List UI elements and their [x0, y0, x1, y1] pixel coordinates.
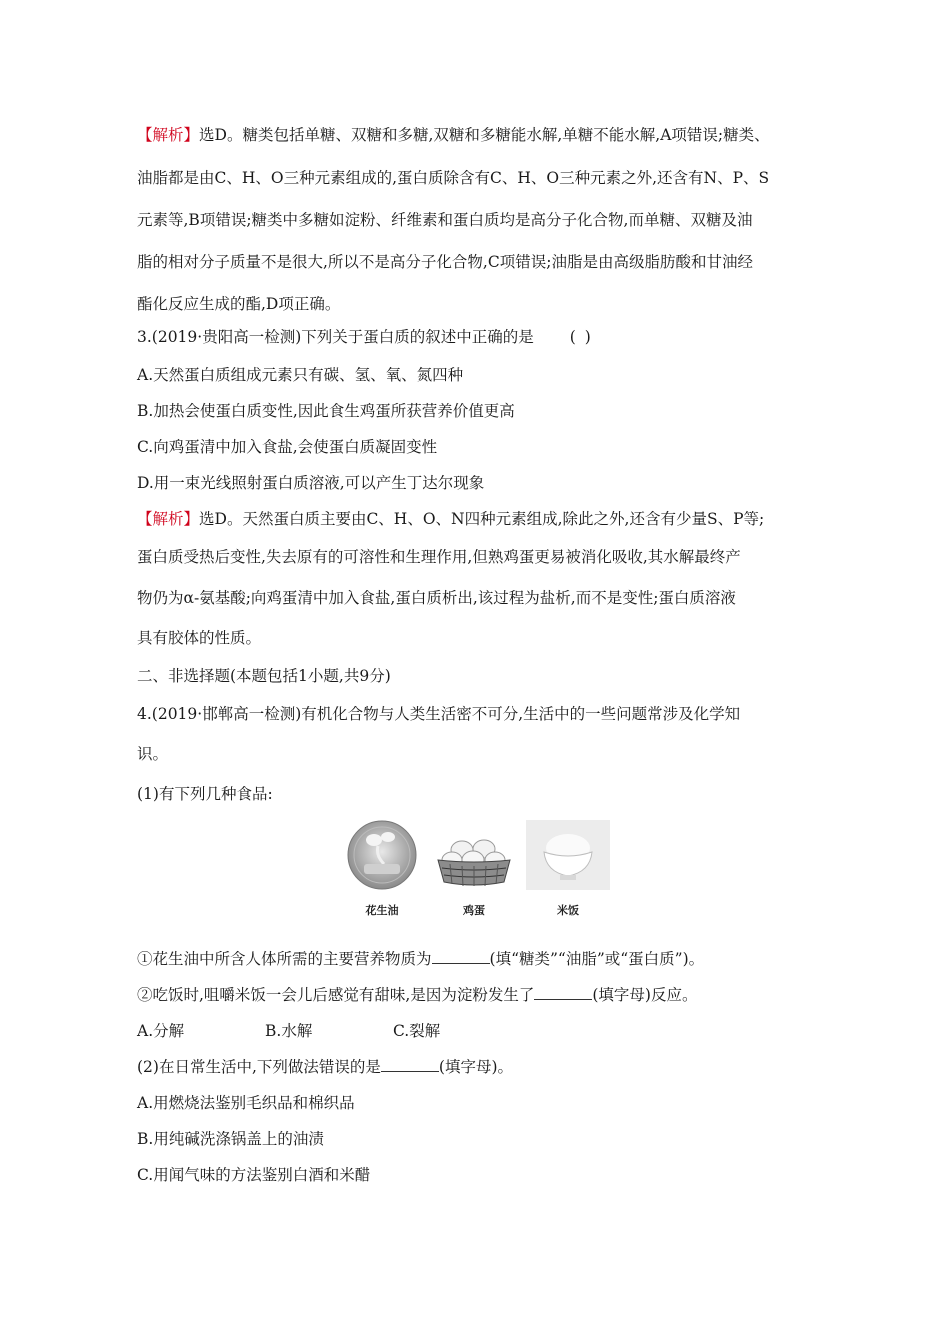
- answer-blank[interactable]: [534, 985, 592, 1000]
- analysis-1-line-5: 酯化反应生成的酯,D项正确。: [137, 295, 341, 313]
- option-a: A.分解: [137, 1022, 185, 1040]
- food-item-rice: [526, 820, 610, 918]
- sub-question-text: ①花生油中所含人体所需的主要营养物质为: [137, 950, 432, 968]
- question-4-part-2: [137, 1056, 513, 1078]
- question-text: 3.(2019·贵阳高一检测)下列关于蛋白质的叙述中正确的是: [137, 328, 534, 346]
- analysis-1-line-2: 油脂都是由C、H、O三种元素组成的,蛋白质除含有C、H、O三种元素之外,还含有N、P、S: [137, 169, 770, 187]
- food-image-row: [340, 820, 620, 920]
- analysis-2-line-1: [137, 508, 764, 530]
- question-3-option-a: A.天然蛋白质组成元素只有碳、氢、氧、氮四种: [137, 366, 464, 384]
- analysis-tag: 【解析】: [137, 510, 200, 528]
- question-4-part-2-option-a: A.用燃烧法鉴别毛织品和棉织品: [137, 1094, 355, 1112]
- question-4-part-2-option-c: C.用闻气味的方法鉴别白酒和米醋: [137, 1166, 371, 1184]
- analysis-text: 选D。糖类包括单糖、双糖和多糖,双糖和多糖能水解,单糖不能水解,A项错误;糖类、: [199, 126, 770, 144]
- question-4-stem-line-1: 4.(2019·邯郸高一检测)有机化合物与人类生活密不可分,生活中的一些问题常涉及化学知: [137, 705, 741, 723]
- option-c: C.裂解: [393, 1022, 441, 1040]
- answer-paren: ( ): [569, 328, 593, 346]
- question-4-part-2-option-b: B.用纯碱洗涤锅盖上的油渍: [137, 1130, 324, 1148]
- sub-question-text: ②吃饭时,咀嚼米饭一会儿后感觉有甜味,是因为淀粉发生了: [137, 986, 535, 1004]
- food-label: 鸡蛋: [463, 904, 485, 917]
- question-3-option-c: C.向鸡蛋清中加入食盐,会使蛋白质凝固变性: [137, 438, 438, 456]
- answer-blank[interactable]: [381, 1057, 439, 1072]
- sub-question-hint: (填“糖类”“油脂”或“蛋白质”)。: [489, 950, 705, 968]
- question-4-sub-2-options: [137, 1020, 440, 1042]
- analysis-tag: 【解析】: [137, 126, 200, 144]
- rice-bowl-image: [526, 820, 610, 890]
- answer-blank[interactable]: [432, 949, 490, 964]
- sub-question-hint: (填字母)。: [438, 1058, 513, 1076]
- food-label: 米饭: [557, 904, 579, 917]
- analysis-1-line-1: [137, 124, 770, 146]
- analysis-2-line-4: 具有胶体的性质。: [137, 629, 262, 647]
- question-4-sub-1: [137, 948, 704, 970]
- option-b: B.水解: [265, 1022, 313, 1040]
- sub-question-hint: (填字母)反应。: [592, 986, 698, 1004]
- question-3-option-b: B.加热会使蛋白质变性,因此食生鸡蛋所获营养价值更高: [137, 402, 515, 420]
- food-label: 花生油: [365, 904, 399, 917]
- question-4-stem-line-2: 识。: [137, 745, 169, 763]
- question-4-part-1: (1)有下列几种食品:: [137, 785, 273, 803]
- analysis-text: 选D。天然蛋白质主要由C、H、O、N四种元素组成,除此之外,还含有少量S、P等;: [199, 510, 765, 528]
- analysis-1-line-4: 脂的相对分子质量不是很大,所以不是高分子化合物,C项错误;油脂是由高级脂肪酸和甘油经: [137, 253, 753, 271]
- food-item-eggs: [432, 820, 516, 918]
- peanut-oil-image: [340, 820, 424, 890]
- question-4-sub-2: [137, 984, 697, 1006]
- analysis-1-line-3: 元素等,B项错误;糖类中多糖如淀粉、纤维素和蛋白质均是高分子化合物,而单糖、双糖及油: [137, 211, 753, 229]
- question-3-stem: [137, 326, 593, 348]
- eggs-basket-image: [432, 820, 516, 890]
- sub-question-text: (2)在日常生活中,下列做法错误的是: [137, 1058, 381, 1076]
- food-item-peanut-oil: [340, 820, 424, 918]
- analysis-2-line-2: 蛋白质受热后变性,失去原有的可溶性和生理作用,但熟鸡蛋更易被消化吸收,其水解最终产: [137, 548, 741, 566]
- analysis-2-line-3: 物仍为α-氨基酸;向鸡蛋清中加入食盐,蛋白质析出,该过程为盐析,而不是变性;蛋白质溶液: [137, 589, 736, 607]
- question-3-option-d: D.用一束光线照射蛋白质溶液,可以产生丁达尔现象: [137, 474, 485, 492]
- section-heading: 二、非选择题(本题包括1小题,共9分): [137, 667, 391, 685]
